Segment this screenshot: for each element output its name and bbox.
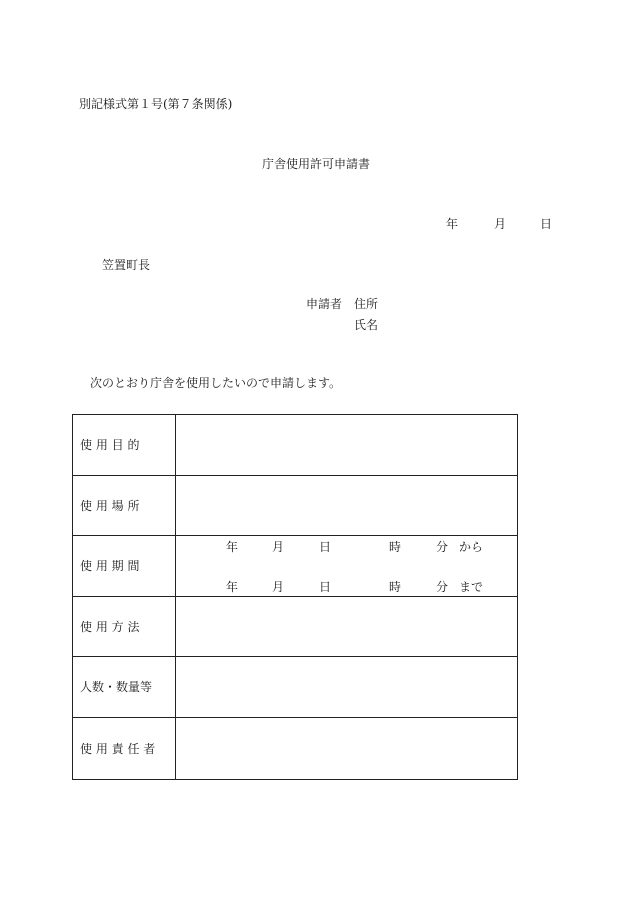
- period-end-day: 日: [319, 580, 332, 594]
- table-row-manager: [73, 718, 517, 779]
- document-title: 庁舎使用許可申請書: [262, 157, 371, 171]
- intro-text: 次のとおり庁舎を使用したいので申請します。: [90, 376, 342, 390]
- purpose-field[interactable]: [176, 415, 517, 475]
- period-end-month: 月: [272, 580, 285, 594]
- table-row-place: [73, 476, 517, 537]
- quantity-field[interactable]: [176, 657, 517, 717]
- form-reference: 別記様式第１号(第７条関係): [79, 97, 233, 111]
- table-row-period: [73, 536, 517, 597]
- period-start-hour: 時: [389, 540, 402, 554]
- place-field[interactable]: [176, 476, 517, 536]
- manager-field[interactable]: [176, 718, 517, 779]
- period-start-day: 日: [319, 540, 332, 554]
- period-start-year: 年: [226, 540, 239, 554]
- applicant-name-label: 氏名: [354, 318, 379, 332]
- applicant-address-label: 住所: [354, 297, 379, 311]
- period-field[interactable]: [176, 536, 517, 596]
- method-field[interactable]: [176, 597, 517, 657]
- date-month-label: 月: [494, 217, 507, 231]
- period-end-minute: 分: [436, 580, 449, 594]
- manager-label: 使 用 責 任 者: [73, 718, 176, 779]
- applicant-label: 申請者: [306, 297, 343, 311]
- addressee: 笠置町長: [102, 258, 151, 272]
- period-from-label: から: [459, 540, 484, 554]
- period-start-month: 月: [272, 540, 285, 554]
- quantity-label: 人数・数量等: [73, 657, 176, 717]
- period-label: 使 用 期 間: [73, 536, 176, 596]
- period-until-label: まで: [459, 580, 484, 594]
- table-row-method: [73, 597, 517, 658]
- method-label: 使 用 方 法: [73, 597, 176, 657]
- table-row-purpose: [73, 415, 517, 476]
- period-end-hour: 時: [389, 580, 402, 594]
- period-start-minute: 分: [436, 540, 449, 554]
- date-year-label: 年: [446, 217, 459, 231]
- usage-table: [72, 414, 518, 780]
- purpose-label: 使 用 目 的: [73, 415, 176, 475]
- table-row-quantity: [73, 657, 517, 718]
- place-label: 使 用 場 所: [73, 476, 176, 536]
- date-day-label: 日: [540, 217, 553, 231]
- period-end-year: 年: [226, 580, 239, 594]
